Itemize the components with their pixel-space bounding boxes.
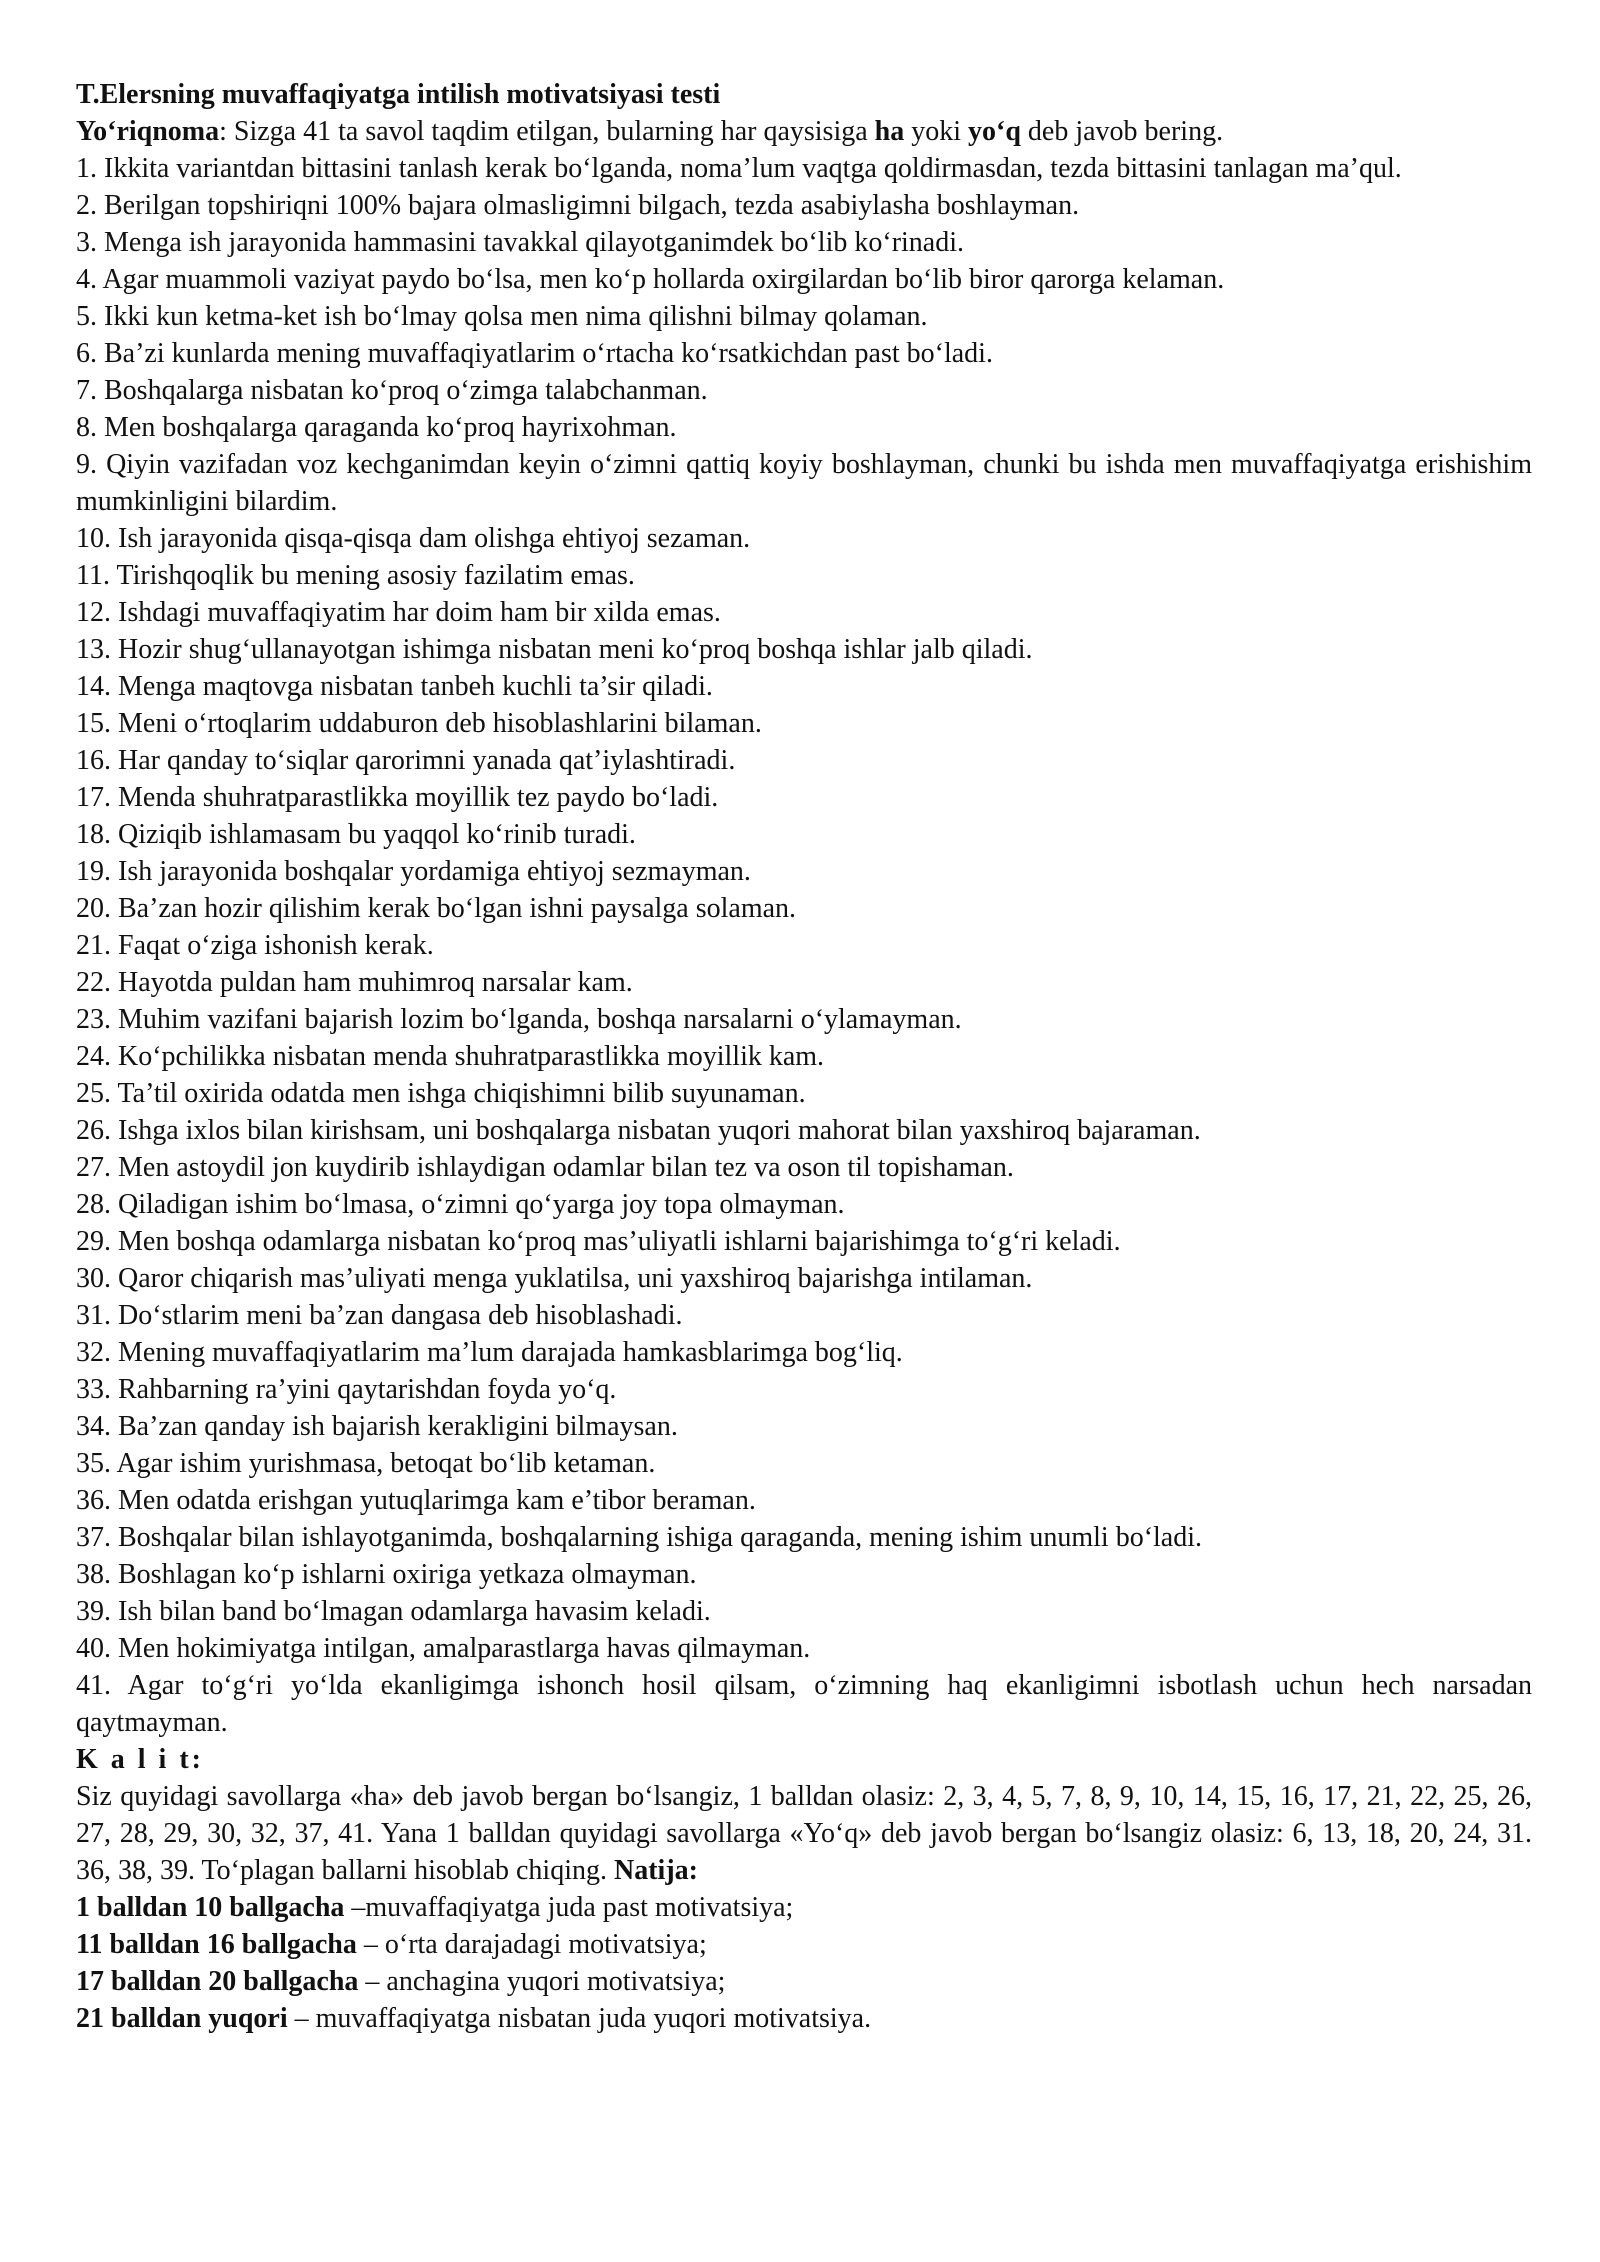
question-10: 10. Ish jarayonida qisqa-qisqa dam olishga ehtiyoj sezaman.: [76, 523, 751, 554]
question-8: 8. Men boshqalarga qaraganda ko‘proq hayrixohman.: [76, 412, 677, 443]
question-19: 19. Ish jarayonida boshqalar yordamiga ehtiyoj sezmayman.: [76, 856, 751, 887]
question-38: 38. Boshlagan ko‘p ishlarni oxiriga yetkaza olmayman.: [76, 1559, 697, 1590]
result-item: [76, 1963, 1532, 2000]
question-28: 28. Qiladigan ishim bo‘lmasa, o‘zimni qo‘yarga joy topa olmayman.: [76, 1189, 845, 1220]
question-3: 3. Menga ish jarayonida hammasini tavakkal qilayotganimdek bo‘lib ko‘rinadi.: [76, 227, 965, 258]
question-35: 35. Agar ishim yurishmasa, betoqat bo‘lib ketaman.: [76, 1448, 656, 1479]
question-4: 4. Agar muammoli vaziyat paydo bo‘lsa, men ko‘p hollarda oxirgilardan bo‘lib biror qarorga kelaman.: [76, 264, 1225, 295]
question-24: 24. Ko‘pchilikka nisbatan menda shuhratparastlikka moyillik kam.: [76, 1041, 825, 1072]
result-range: 1 balldan 10 ballgacha: [76, 1892, 345, 1923]
question-34: 34. Ba’zan qanday ish bajarish kerakligini bilmaysan.: [76, 1411, 678, 1442]
results-list: [76, 1889, 1532, 2037]
result-item: [76, 1926, 1532, 1963]
instruction-text-c: deb javob bering.: [1020, 116, 1224, 147]
question-41: 41. Agar to‘g‘ri yo‘lda ekanligimga ishonch hosil qilsam, o‘zimning haq ekanligimni isbotlash uchun hech narsadan qaytmayman.: [76, 1670, 1532, 1738]
question-30: 30. Qaror chiqarish mas’uliyati menga yuklatilsa, uni yaxshiroq bajarishga intilaman.: [76, 1263, 1033, 1294]
result-item: [76, 1889, 1532, 1926]
result-range: 17 balldan 20 ballgacha: [76, 1966, 359, 1997]
question-5: 5. Ikki kun ketma-ket ish bo‘lmay qolsa men nima qilishni bilmay qolaman.: [76, 301, 928, 332]
question-39: 39. Ish bilan band bo‘lmagan odamlarga havasim keladi.: [76, 1596, 711, 1627]
key-paragraph: [76, 1778, 1532, 1889]
question-25: 25. Ta’til oxirida odatda men ishga chiqishimni bilib suyunaman.: [76, 1078, 806, 1109]
question-31: 31. Do‘stlarim meni ba’zan dangasa deb hisoblashadi.: [76, 1300, 683, 1331]
result-desc: – anchagina yuqori motivatsiya;: [358, 1966, 726, 1997]
question-40: 40. Men hokimiyatga intilgan, amalparastlarga havas qilmayman.: [76, 1633, 811, 1664]
question-20: 20. Ba’zan hozir qilishim kerak bo‘lgan ishni paysalga solaman.: [76, 893, 797, 924]
answer-no: yo‘q: [968, 116, 1021, 147]
question-12: 12. Ishdagi muvaffaqiyatim har doim ham bir xilda emas.: [76, 597, 721, 628]
question-list: [76, 150, 1532, 1741]
result-range: 21 balldan yuqori: [76, 2003, 288, 2034]
question-22: 22. Hayotda puldan ham muhimroq narsalar kam.: [76, 967, 633, 998]
result-range: 11 balldan 16 ballgacha: [76, 1929, 357, 1960]
question-21: 21. Faqat o‘ziga ishonish kerak.: [76, 930, 434, 961]
question-37: 37. Boshqalar bilan ishlayotganimda, boshqalarning ishiga qaraganda, mening ishim unumli bo‘ladi.: [76, 1522, 1203, 1553]
instruction-text-a: : Sizga 41 ta savol taqdim etilgan, bularning har qaysisiga: [219, 116, 875, 147]
question-15: 15. Meni o‘rtoqlarim uddaburon deb hisoblashlarini bilaman.: [76, 708, 762, 739]
question-2: 2. Berilgan topshiriqni 100% bajara olmasligimni bilgach, tezda asabiylasha boshlayman.: [76, 190, 1080, 221]
result-desc: –muvaffaqiyatga juda past motivatsiya;: [344, 1892, 794, 1923]
result-label: Natija:: [614, 1855, 698, 1886]
key-text: Siz quyidagi savollarga «ha» deb javob bergan bo‘lsangiz, 1 balldan olasiz: 2, 3, 4, 5, 7, 8, 9, 10, 14, 15, 16, 17, 21, 22, 25, 26, 27, 28, 29, 30, 32, 37, 41. Yana 1 balldan quyidagi savollarga «Yo‘q» deb javob bergan bo‘lsangiz olasiz: 6, 13, 18, 20, 24, 31. 36, 38, 39. To‘plagan ballarni hisoblab chiqing.: [76, 1781, 1532, 1886]
question-13: 13. Hozir shug‘ullanayotgan ishimga nisbatan meni ko‘proq boshqa ishlar jalb qiladi.: [76, 634, 1033, 665]
question-32: 32. Mening muvaffaqiyatlarim ma’lum darajada hamkasblarimga bog‘liq.: [76, 1337, 903, 1368]
question-36: 36. Men odatda erishgan yutuqlarimga kam e’tibor beraman.: [76, 1485, 756, 1516]
question-33: 33. Rahbarning ra’yini qaytarishdan foyda yo‘q.: [76, 1374, 617, 1405]
question-26: 26. Ishga ixlos bilan kirishsam, uni boshqalarga nisbatan yuqori mahorat bilan yaxshiroq bajaraman.: [76, 1115, 1201, 1146]
question-23: 23. Muhim vazifani bajarish lozim bo‘lganda, boshqa narsalarni o‘ylamayman.: [76, 1004, 962, 1035]
instruction-label: Yo‘riqnoma: [76, 116, 220, 147]
question-7: 7. Boshqalarga nisbatan ko‘proq o‘zimga talabchanman.: [76, 375, 708, 406]
result-desc: – muvaffaqiyatga nisbatan juda yuqori motivatsiya.: [287, 2003, 872, 2034]
document-title: T.Elersning muvaffaqiyatga intilish motivatsiyasi testi: [76, 79, 721, 110]
key-heading: K a l i t:: [76, 1744, 204, 1775]
question-27: 27. Men astoydil jon kuydirib ishlaydigan odamlar bilan tez va oson til topishaman.: [76, 1152, 1014, 1183]
instruction-paragraph: [76, 113, 1532, 150]
question-29: 29. Men boshqa odamlarga nisbatan ko‘proq mas’uliyatli ishlarni bajarishimga to‘g‘ri keladi.: [76, 1226, 1121, 1257]
question-11: 11. Tirishqoqlik bu mening asosiy fazilatim emas.: [76, 560, 635, 591]
question-16: 16. Har qanday to‘siqlar qarorimni yanada qat’iylashtiradi.: [76, 745, 736, 776]
question-9: 9. Qiyin vazifadan voz kechganimdan keyin o‘zimni qattiq koyiy boshlayman, chunki bu ishda men muvaffaqiyatga erishishim mumkinligini bilardim.: [76, 449, 1532, 517]
result-item: [76, 2000, 1532, 2037]
answer-yes: ha: [874, 116, 905, 147]
question-6: 6. Ba’zi kunlarda mening muvaffaqiyatlarim o‘rtacha ko‘rsatkichdan past bo‘ladi.: [76, 338, 993, 369]
question-1: 1. Ikkita variantdan bittasini tanlash kerak bo‘lganda, noma’lum vaqtga qoldirmasdan, tezda bittasini tanlagan ma’qul.: [76, 153, 1402, 184]
result-desc: – o‘rta darajadagi motivatsiya;: [356, 1929, 707, 1960]
question-18: 18. Qiziqib ishlamasam bu yaqqol ko‘rinib turadi.: [76, 819, 636, 850]
question-14: 14. Menga maqtovga nisbatan tanbeh kuchli ta’sir qiladi.: [76, 671, 713, 702]
question-17: 17. Menda shuhratparastlikka moyillik tez paydo bo‘ladi.: [76, 782, 719, 813]
instruction-text-b: yoki: [904, 116, 969, 147]
